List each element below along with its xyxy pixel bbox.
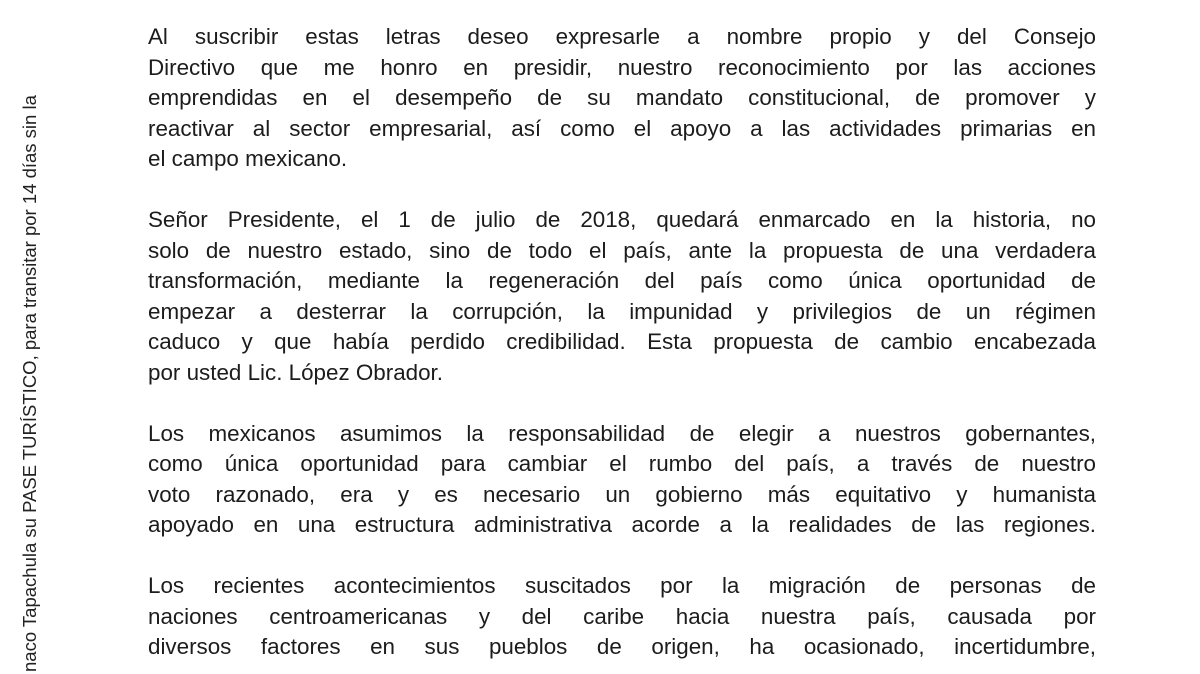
text-line: caduco y que había perdido credibilidad. Esta propuesta de cambio encabezada (148, 329, 1096, 354)
text-line: voto razonado, era y es necesario un gobierno más equitativo y humanista (148, 481, 1096, 507)
text-line: transformación, mediante la regeneración del país como única oportunidad de (148, 268, 1096, 293)
text-line: por usted Lic. López Obrador. (148, 359, 443, 385)
text-line: como única oportunidad para cambiar el rumbo del país, a través de nuestro (148, 451, 1096, 476)
text-line: emprendidas en el desempeño de su mandato constitucional, de promover y (148, 85, 1096, 110)
paragraph-3 (148, 419, 1096, 541)
letter-body (148, 22, 1096, 674)
text-line: empezar a desterrar la corrupción, la impunidad y privilegios de un régimen (148, 298, 1096, 324)
paragraph-4 (148, 571, 1096, 663)
text-line: Al suscribir estas letras deseo expresarle a nombre propio y del Consejo (148, 24, 1096, 49)
text-line: solo de nuestro estado, sino de todo el país, ante la propuesta de una verdadera (148, 237, 1096, 263)
text-line: el campo mexicano. (148, 146, 348, 171)
text-line: Señor Presidente, el 1 de julio de 2018, quedará enmarcado en la historia, no (148, 207, 1096, 232)
text-line: diversos factores en sus pueblos de origen, ha ocasionado, incertidumbre, (148, 634, 1096, 659)
text-line: Directivo que me honro en presidir, nuestro reconocimiento por las acciones (148, 54, 1096, 80)
text-line: apoyado en una estructura administrativa acorde a la realidades de las regiones. (148, 512, 1096, 537)
text-line: reactivar al sector empresarial, así como el apoyo a las actividades primarias en (148, 115, 1096, 141)
text-line: naciones centroamericanas y del caribe hacia nuestra país, causada por (148, 603, 1096, 629)
text-line: Los recientes acontecimientos suscitados por la migración de personas de (148, 573, 1096, 598)
paragraph-2 (148, 205, 1096, 388)
paragraph-1 (148, 22, 1096, 175)
text-line: Los mexicanos asumimos la responsabilidad de elegir a nuestros gobernantes, (148, 420, 1096, 446)
side-caption: naco Tapachula su PASE TURÍSTICO, para transitar por 14 días sin la (19, 95, 40, 672)
